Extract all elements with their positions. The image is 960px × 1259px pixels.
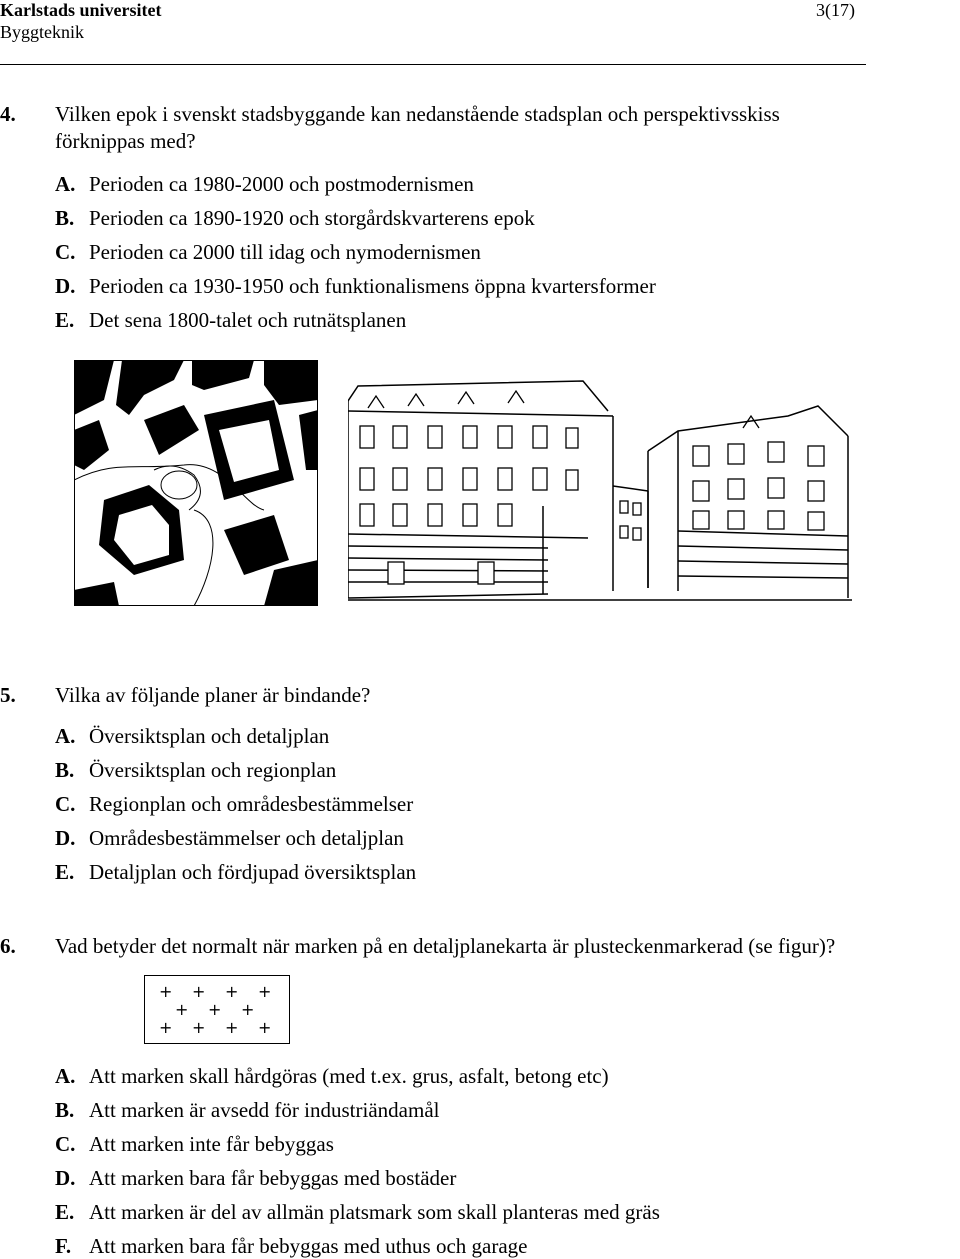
option-5b xyxy=(55,758,336,783)
option-text: Att marken är avsedd för industriändamål xyxy=(89,1098,440,1122)
plus-symbol: + xyxy=(208,1000,222,1019)
page-number: 3(17) xyxy=(816,0,855,20)
option-6c xyxy=(55,1132,334,1157)
option-text: Regionplan och områdesbestämmelser xyxy=(89,792,414,816)
question-text: Vilken epok i svenskt stadsbyggande kan nedanstående stadsplan och perspektivsskiss xyxy=(55,102,780,126)
option-6a xyxy=(55,1064,609,1089)
option-6b xyxy=(55,1098,439,1123)
option-letter: A. xyxy=(55,724,76,748)
perspective-sketch xyxy=(348,366,852,606)
option-text: Områdesbestämmelser och detaljplan xyxy=(89,826,404,850)
option-letter: C. xyxy=(55,792,76,816)
question-text: Vad betyder det normalt när marken på en detaljplanekarta är plusteckenmarkerad (se figur)? xyxy=(55,934,836,958)
department-name: Byggteknik xyxy=(0,22,84,42)
option-letter: A. xyxy=(55,172,76,196)
question-number: 6. xyxy=(0,934,16,958)
option-letter: D. xyxy=(55,1166,76,1190)
plus-symbol: + xyxy=(159,982,173,1001)
question-5 xyxy=(0,683,370,707)
option-5e xyxy=(55,860,416,885)
plus-symbol: + xyxy=(159,1018,173,1037)
option-5d xyxy=(55,826,404,851)
question-6 xyxy=(0,934,835,958)
option-text: Det sena 1800-talet och rutnätsplanen xyxy=(89,308,407,332)
option-text: Att marken är del av allmän platsmark som skall planteras med gräs xyxy=(89,1200,660,1224)
question-number: 5. xyxy=(0,683,16,707)
option-letter: B. xyxy=(55,1098,75,1122)
option-4d xyxy=(55,274,656,299)
option-5a xyxy=(55,724,329,749)
option-letter: C. xyxy=(55,1132,76,1156)
option-text: Att marken inte får bebyggas xyxy=(89,1132,334,1156)
option-text: Perioden ca 1930-1950 och funktionalismens öppna kvartersformer xyxy=(89,274,656,298)
option-letter: B. xyxy=(55,758,75,782)
option-6d xyxy=(55,1166,456,1191)
option-text: Att marken skall hårdgöras (med t.ex. grus, asfalt, betong etc) xyxy=(89,1064,609,1088)
plus-symbol: + xyxy=(192,1018,206,1037)
option-5c xyxy=(55,792,413,817)
question-text-cont: förknippas med? xyxy=(55,129,196,153)
option-letter: E. xyxy=(55,860,75,884)
option-text: Översiktsplan och regionplan xyxy=(89,758,337,782)
option-letter: D. xyxy=(55,826,76,850)
option-letter: A. xyxy=(55,1064,76,1088)
site-plan-drawing xyxy=(74,360,318,606)
question-text: Vilka av följande planer är bindande? xyxy=(55,683,371,707)
option-text: Perioden ca 1980-2000 och postmodernismen xyxy=(89,172,474,196)
option-letter: C. xyxy=(55,240,76,264)
option-6e xyxy=(55,1200,660,1225)
option-text: Översiktsplan och detaljplan xyxy=(89,724,330,748)
header-rule xyxy=(0,64,866,65)
question-4 xyxy=(0,102,780,126)
option-letter: F. xyxy=(55,1234,72,1258)
option-letter: B. xyxy=(55,206,75,230)
plus-symbol: + xyxy=(225,982,239,1001)
plus-symbol: + xyxy=(225,1018,239,1037)
option-letter: E. xyxy=(55,1200,75,1224)
option-4b xyxy=(55,206,535,231)
plus-symbol: + xyxy=(241,1000,255,1019)
plus-symbol: + xyxy=(192,982,206,1001)
institution-name: Karlstads universitet xyxy=(0,0,162,20)
option-6f xyxy=(55,1234,528,1259)
question-number: 4. xyxy=(0,102,16,126)
plus-marking-figure xyxy=(144,975,290,1044)
option-text: Perioden ca 1890-1920 och storgårdskvarterens epok xyxy=(89,206,535,230)
option-4c xyxy=(55,240,481,265)
option-text: Att marken bara får bebyggas med bostäder xyxy=(89,1166,457,1190)
option-4e xyxy=(55,308,406,333)
option-text: Att marken bara får bebyggas med uthus och garage xyxy=(89,1234,528,1258)
option-4a xyxy=(55,172,474,197)
option-text: Detaljplan och fördjupad översiktsplan xyxy=(89,860,417,884)
plus-symbol: + xyxy=(175,1000,189,1019)
option-letter: D. xyxy=(55,274,76,298)
option-text: Perioden ca 2000 till idag och nymodernismen xyxy=(89,240,481,264)
plus-symbol: + xyxy=(258,982,272,1001)
option-letter: E. xyxy=(55,308,75,332)
plus-symbol: + xyxy=(258,1018,272,1037)
